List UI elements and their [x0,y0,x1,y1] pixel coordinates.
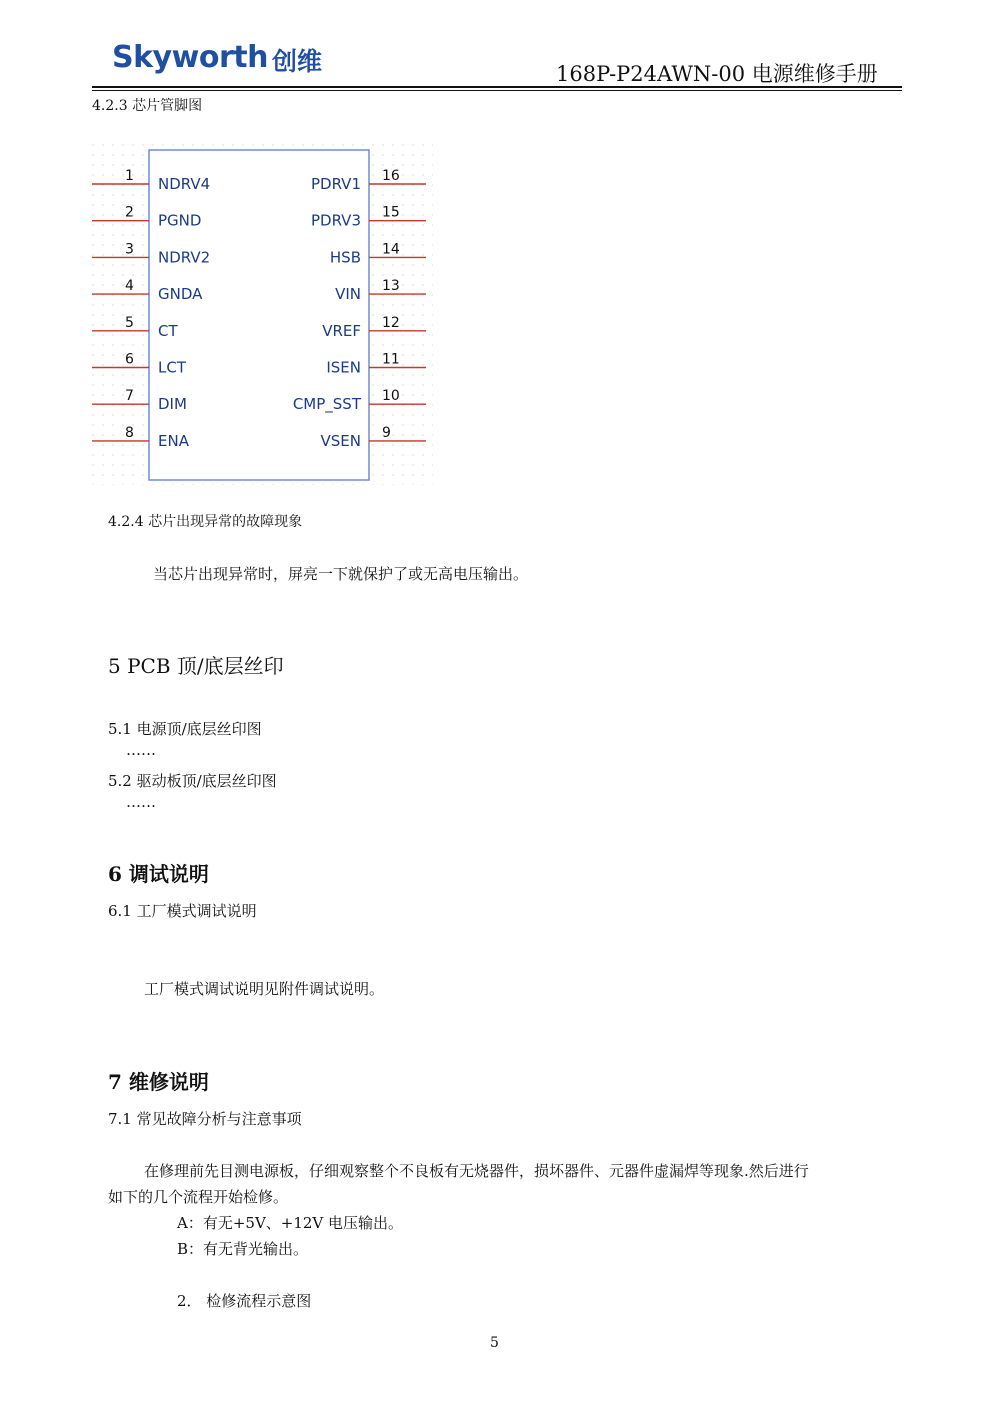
section-6-heading: 6 调试说明 [108,862,209,886]
pin-label-pdrv1: PDRV1 [310,175,361,193]
header-rule-thick [92,86,902,88]
section-5-2-ellipsis: …… [126,793,156,811]
document-title: 168P-P24AWN-00 电源维修手册 [556,62,878,86]
pin-label-ndrv4: NDRV4 [158,175,211,193]
pin-number-5: 5 [125,314,134,331]
pin-number-3: 3 [125,241,134,258]
section-7-1-paragraph-line1: 在修理前先目测电源板，仔细观察整个不良板有无烧器件，损坏器件、元器件虚漏焊等现象.然后进行 [144,1162,809,1180]
pin-label-pgnd: PGND [158,211,202,230]
pin-label-isen: ISEN [326,358,361,377]
pin-number-12: 12 [382,314,400,331]
pin-number-11: 11 [382,351,400,368]
check-item-b: B：有无背光输出。 [177,1240,309,1258]
section-7-heading: 7 维修说明 [108,1070,209,1094]
pin-label-lct: LCT [158,358,186,377]
page-number: 5 [490,1335,499,1351]
pin-label-ct: CT [158,321,178,340]
section-4-2-4-text: 当芯片出现异常时，屏亮一下就保护了或无高电压输出。 [153,565,529,583]
pin-number-4: 4 [125,278,134,295]
pin-number-9: 9 [382,424,391,441]
section-7-1-paragraph-line2: 如下的几个流程开始检修。 [108,1188,289,1206]
section-5-heading: 5 PCB 顶/底层丝印 [108,654,284,678]
repair-flow-heading: 2． 检修流程示意图 [177,1292,312,1310]
pin-number-8: 8 [125,424,134,441]
chip-pinout-diagram [88,140,433,485]
pin-label-vin: VIN [335,285,361,304]
pin-label-gnda: GNDA [158,285,203,304]
pin-label-ndrv2: NDRV2 [158,248,211,267]
pin-number-10: 10 [382,388,400,405]
pin-number-2: 2 [125,204,134,221]
pin-label-cmp_sst: CMP_SST [292,395,361,414]
pin-number-6: 6 [125,351,134,368]
pin-number-16: 16 [382,168,400,184]
chip-body [149,150,369,480]
pin-label-pdrv3: PDRV3 [310,211,361,230]
section-7-1-heading: 7.1 常见故障分析与注意事项 [108,1110,302,1128]
section-5-1-heading: 5.1 电源顶/底层丝印图 [108,720,262,738]
section-5-1-ellipsis: …… [126,741,156,759]
check-item-a: A：有无+5V、+12V 电压输出。 [177,1214,404,1232]
pin-label-hsb: HSB [329,248,361,267]
pin-label-vref: VREF [322,321,361,340]
header-rule-thin [92,90,902,91]
skyworth-logo: Skyworth [112,40,268,75]
pin-label-vsen: VSEN [320,431,361,450]
section-5-2-heading: 5.2 驱动板顶/底层丝印图 [108,772,277,790]
pin-number-15: 15 [382,204,400,221]
section-6-1-text: 工厂模式调试说明见附件调试说明。 [144,980,385,998]
pin-number-13: 13 [382,278,400,295]
pin-number-14: 14 [382,241,400,258]
section-4-2-3-heading: 4.2.3 芯片管脚图 [92,98,203,114]
pin-number-7: 7 [125,388,134,405]
skyworth-logo-cn: 创维 [272,47,323,76]
pin-label-ena: ENA [158,431,189,450]
pin-label-dim: DIM [158,395,187,414]
section-4-2-4-heading: 4.2.4 芯片出现异常的故障现象 [108,514,303,530]
pin-number-1: 1 [125,168,134,184]
section-6-1-heading: 6.1 工厂模式调试说明 [108,902,257,920]
